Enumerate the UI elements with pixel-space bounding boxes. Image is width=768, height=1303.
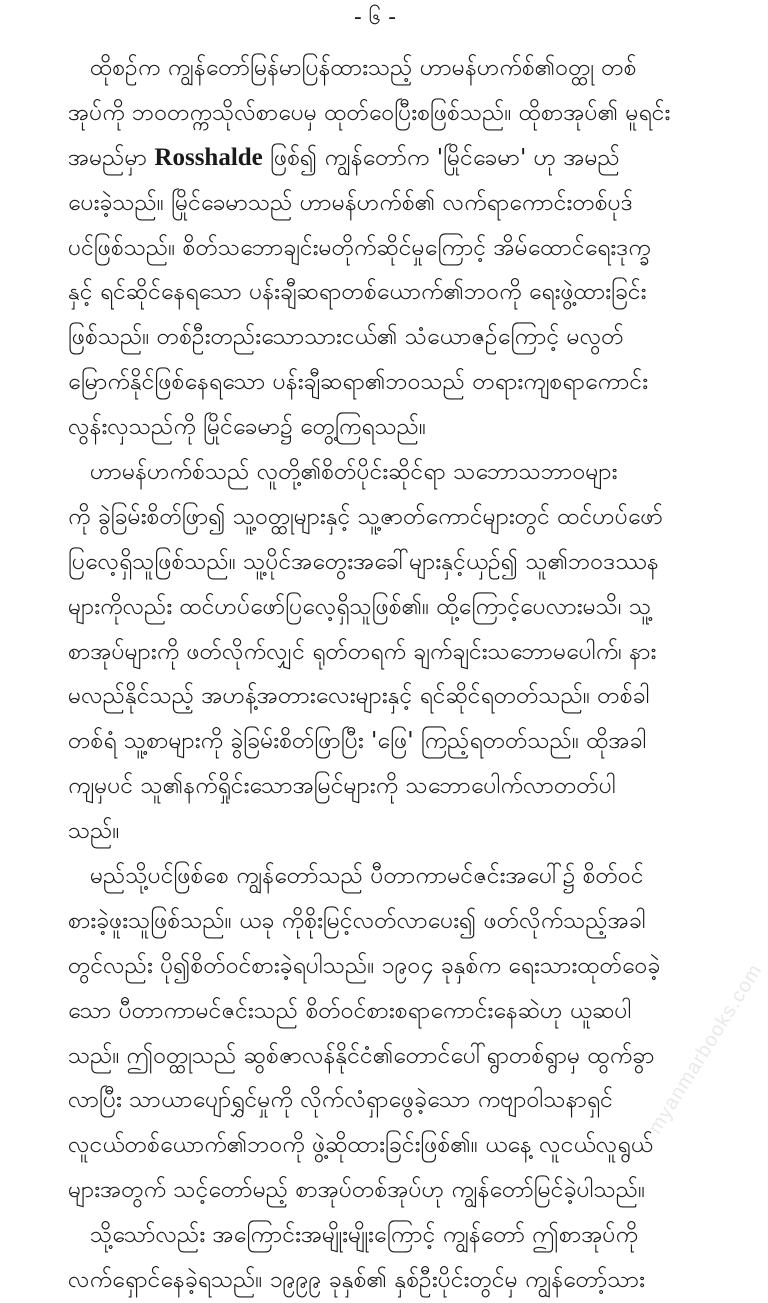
text-line: များအတွက် သင့်တော်မည့် စာအုပ်တစ်အုပ်ဟု ကျွန်တော်မြင်ခဲ့ပါသည်။ xyxy=(68,1177,646,1204)
text-line: အုပ်ကို ဘဝတက္ကသိုလ်စာပေမှ ထုတ်ဝေပြီးစဖြစ်သည်။ ထိုစာအုပ်၏ မူရင်း xyxy=(68,99,671,126)
text-line: မည်သို့ပင်ဖြစ်စေ ကျွန်တော်သည် ပီတာကာမင်ဇင်းအပေါ်၌ စိတ်ဝင် xyxy=(90,863,644,890)
text-line: ပင်ဖြစ်သည်။ စိတ်သဘောချင်းမတိုက်ဆိုင်မှုကြောင့် အိမ်ထောင်ရေးဒုက္ခ xyxy=(68,234,651,261)
paragraph-4 xyxy=(68,1213,700,1303)
text-line: အမည်မှာ Rosshalde ဖြစ်၍ ကျွန်တော်က 'မြိုင်ခေမာ' ဟု အမည် xyxy=(68,143,620,171)
text-line: သည်။ ဤဝတ္ထုသည် ဆွစ်ဇာလန်နိုင်ငံ၏တောင်ပေါ်ရွာတစ်ရွာမှ ထွက်ခွာ xyxy=(68,1042,655,1069)
text-line: လွန်းလှသည်ကို မြိုင်ခေမာ၌ တွေ့ကြရသည်။ xyxy=(68,414,427,441)
text-line: မလည်နိုင်သည့် အဟန့်အတားလေးများနှင့် ရင်ဆိုင်ရတတ်သည်။ တစ်ခါ xyxy=(68,683,650,710)
watermark: myanmarbooks.com xyxy=(644,960,767,1138)
paragraph-1 xyxy=(68,46,700,450)
text-line: နှင့် ရင်ဆိုင်နေရသော ပန်းချီဆရာတစ်ယောက်၏ဘဝကို ရေးဖွဲ့ထားခြင်း xyxy=(68,279,647,306)
text-line: တစ်ရံ သူ့စာများကို ခွဲခြမ်းစိတ်ဖြာပြီး 'ဖြေ' ကြည့်ရတတ်သည်။ ထိုအခါ xyxy=(68,728,647,755)
text-line: စာအုပ်များကို ဖတ်လိုက်လျှင် ရုတ်တရက် ချက်ချင်းသဘောမပေါက်၊ နား xyxy=(68,638,657,665)
paragraph-3 xyxy=(68,854,700,1213)
text-line: လာပြီး သာယာပျော်ရွှင်မှုကို လိုက်လံရှာဖွေခဲ့သော ကဗျာဝါသနာရှင် xyxy=(68,1087,613,1114)
original-title: Rosshalde xyxy=(154,143,263,171)
text-line: ပေးခဲ့သည်။ မြိုင်ခေမာသည် ဟာမန်ဟက်စ်၏ လက်ရာကောင်းတစ်ပုဒ် xyxy=(68,189,633,216)
paragraph-2 xyxy=(68,450,700,854)
text-line: ကို ခွဲခြမ်းစိတ်ဖြာ၍ သူ့ဝတ္ထုများနှင့် သူ့ဇာတ်ကောင်များတွင် ထင်ဟပ်ဖော် xyxy=(68,503,663,530)
text-line: လက်ရှောင်နေခဲ့ရသည်။ ၁၉၉၉ ခုနှစ်၏ နှစ်ဦးပိုင်းတွင်မှ ကျွန်တော့်သား xyxy=(68,1267,645,1294)
text-line: ဟာမန်ဟက်စ်သည် လူတို့၏စိတ်ပိုင်းဆိုင်ရာ သဘောသဘာဝများ xyxy=(90,459,618,486)
text-line: များကိုလည်း ထင်ဟပ်ဖော်ပြလေ့ရှိသူဖြစ်၏။ ထို့ကြောင့်ပေလားမသိ၊ သူ့ xyxy=(68,593,652,620)
text-line: သည်။ xyxy=(68,818,120,845)
text-line: ကျမှပင် သူ၏နက်ရှိုင်းသောအမြင်များကို သဘောပေါက်လာတတ်ပါ xyxy=(68,773,616,800)
text-line: တွင်လည်း ပို၍စိတ်ဝင်စားခဲ့ရပါသည်။ ၁၉၀၄ ခုနှစ်က ရေးသားထုတ်ဝေခဲ့ xyxy=(68,952,661,979)
body-text xyxy=(68,46,700,1303)
text-line: ထိုစဉ်က ကျွန်တော်မြန်မာပြန်ထားသည့် ဟာမန်ဟက်စ်၏ဝတ္ထု တစ် xyxy=(90,55,637,81)
text-line: စားခဲ့ဖူးသူဖြစ်သည်။ ယခု ကိုစိုးမြင့်လတ်လာပေး၍ ဖတ်လိုက်သည့်အခါ xyxy=(68,907,646,934)
text-line: ဖြစ်သည်။ တစ်ဦးတည်းသောသားငယ်၏ သံယောဇဉ်ကြောင့် မလွတ် xyxy=(68,324,624,351)
text-line: သို့သော်လည်း အကြောင်းအမျိုးမျိုးကြောင့် ကျွန်တော် ဤစာအုပ်ကို xyxy=(90,1222,639,1249)
text-line: မြောက်နိုင်ဖြစ်နေရသော ပန်းချီဆရာ၏ဘဝသည် တရားကျစရာကောင်း xyxy=(68,369,649,396)
page-number: - ၆ - xyxy=(353,5,397,30)
text-line: သော ပီတာကာမင်ဇင်းသည် စိတ်ဝင်စားစရာကောင်းနေဆဲဟု ယူဆပါ xyxy=(68,997,632,1024)
text-line: ပြလေ့ရှိသူဖြစ်သည်။ သူ့ပိုင်အတွေးအခေါ်များနှင့်ယှဉ်၍ သူ၏ဘဝဒဿန xyxy=(68,548,659,575)
text-line: လူငယ်တစ်ယောက်၏ဘဝကို ဖွဲ့ဆိုထားခြင်းဖြစ်၏။ ယနေ့ လူငယ်လူရွယ် xyxy=(68,1132,653,1159)
